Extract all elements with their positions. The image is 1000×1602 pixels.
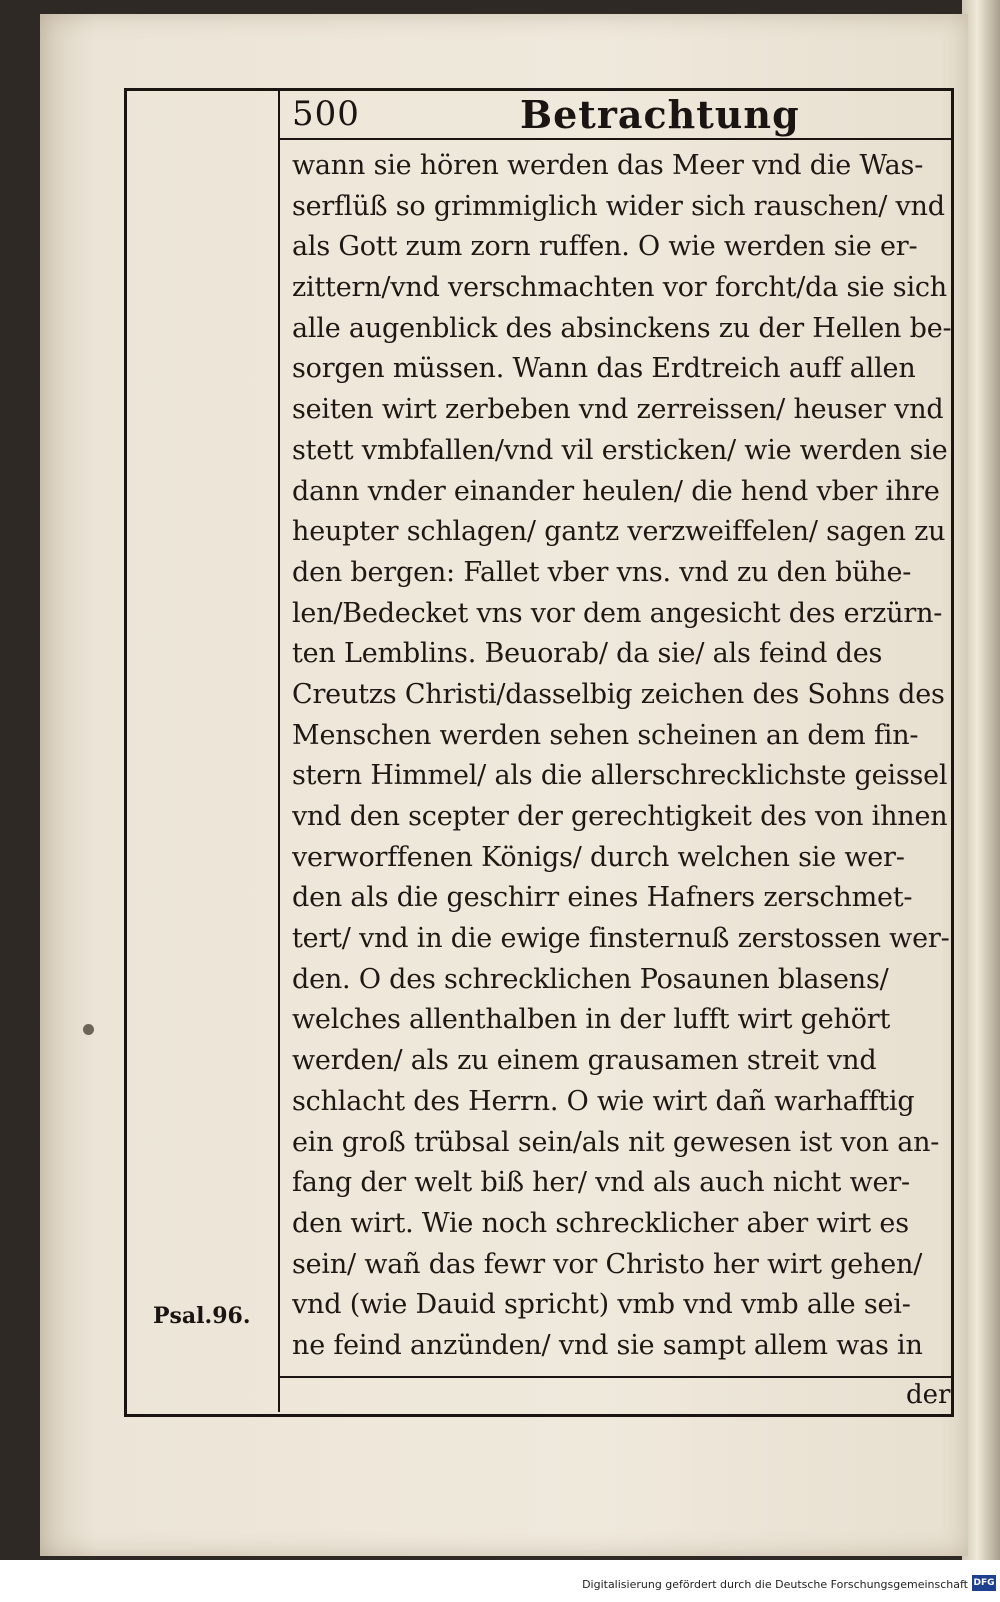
footer-rule <box>280 1376 952 1378</box>
text-line: sorgen müssen. Wann das Erdtreich auff allen <box>292 353 916 385</box>
text-line: als Gott zum zorn ruffen. O wie werden sie er- <box>292 231 918 263</box>
text-line: seiten wirt zerbeben vnd zerreissen/ heuser vnd <box>292 394 944 426</box>
text-line: zittern/vnd verschmachten vor forcht/da sie sich <box>292 272 947 304</box>
catchword: der <box>906 1380 951 1410</box>
text-line: len/Bedecket vns vor dem angesicht des erzürn- <box>292 597 943 629</box>
text-line: Menschen werden sehen scheinen an dem fin- <box>292 719 919 751</box>
frame-rule-top <box>124 88 954 91</box>
body-text <box>292 146 952 1367</box>
text-line: ne feind anzünden/ vnd sie sampt allem was in <box>292 1329 923 1361</box>
header-rule <box>280 138 952 140</box>
text-line: dann vnder einander heulen/ die hend vber ihre <box>292 475 940 507</box>
text-line: serflüß so grimmiglich wider sich rauschen/ vnd <box>292 190 945 222</box>
margin-column-divider <box>278 90 280 1412</box>
text-line: wann sie hören werden das Meer vnd die Was- <box>292 150 924 181</box>
text-line: ten Lemblins. Beuorab/ da sie/ als feind des <box>292 638 883 670</box>
text-line: vnd (wie Dauid spricht) vmb vnd vmb alle sei- <box>292 1289 911 1321</box>
text-line: schlacht des Herrn. O wie wirt dañ warhafftig <box>292 1085 915 1117</box>
text-line: ein groß trübsal sein/als nit gewesen ist von an- <box>292 1126 940 1158</box>
text-line: sein/ wañ das fewr vor Christo her wirt gehen/ <box>292 1248 923 1280</box>
text-line: fang der welt biß her/ vnd als auch nicht wer- <box>292 1167 910 1199</box>
text-line: den bergen: Fallet vber vns. vnd zu den bühe- <box>292 556 912 588</box>
margin-note: Psal.96. <box>153 1303 251 1329</box>
page-number: 500 <box>292 94 360 134</box>
text-line: heupter schlagen/ gantz verzweiffelen/ sagen zu <box>292 516 946 548</box>
text-line: werden/ als zu einem grausamen streit vnd <box>292 1045 877 1077</box>
dfg-logo-icon: DFG <box>972 1575 996 1591</box>
frame-rule-left <box>124 88 127 1416</box>
text-line: Creutzs Christi/dasselbig zeichen des Sohns des <box>292 678 945 710</box>
text-line: verworffenen Königs/ durch welchen sie wer- <box>292 841 905 873</box>
paper-stain <box>83 1024 94 1035</box>
text-line: alle augenblick des absinckens zu der Hellen be- <box>292 312 952 344</box>
text-line: vnd den scepter der gerechtigkeit des von ihnen <box>292 801 948 832</box>
text-line: stett vmbfallen/vnd vil ersticken/ wie werden sie <box>292 434 948 466</box>
text-line: den. O des schrecklichen Posaunen blasens/ <box>292 963 889 995</box>
text-line: welches allenthalben in der lufft wirt gehört <box>292 1004 891 1036</box>
funding-credit: Digitalisierung gefördert durch die Deutsche Forschungsgemeinschaft <box>582 1578 968 1591</box>
running-title: Betrachtung <box>520 92 800 137</box>
text-line: stern Himmel/ als die allerschrecklichste geissel <box>292 760 948 792</box>
text-line: den wirt. Wie noch schrecklicher aber wirt es <box>292 1207 909 1239</box>
frame-rule-bottom <box>124 1414 954 1417</box>
text-line: tert/ vnd in die ewige finsternuß zerstossen wer- <box>292 923 950 955</box>
text-line: den als die geschirr eines Hafners zerschmet- <box>292 882 913 914</box>
